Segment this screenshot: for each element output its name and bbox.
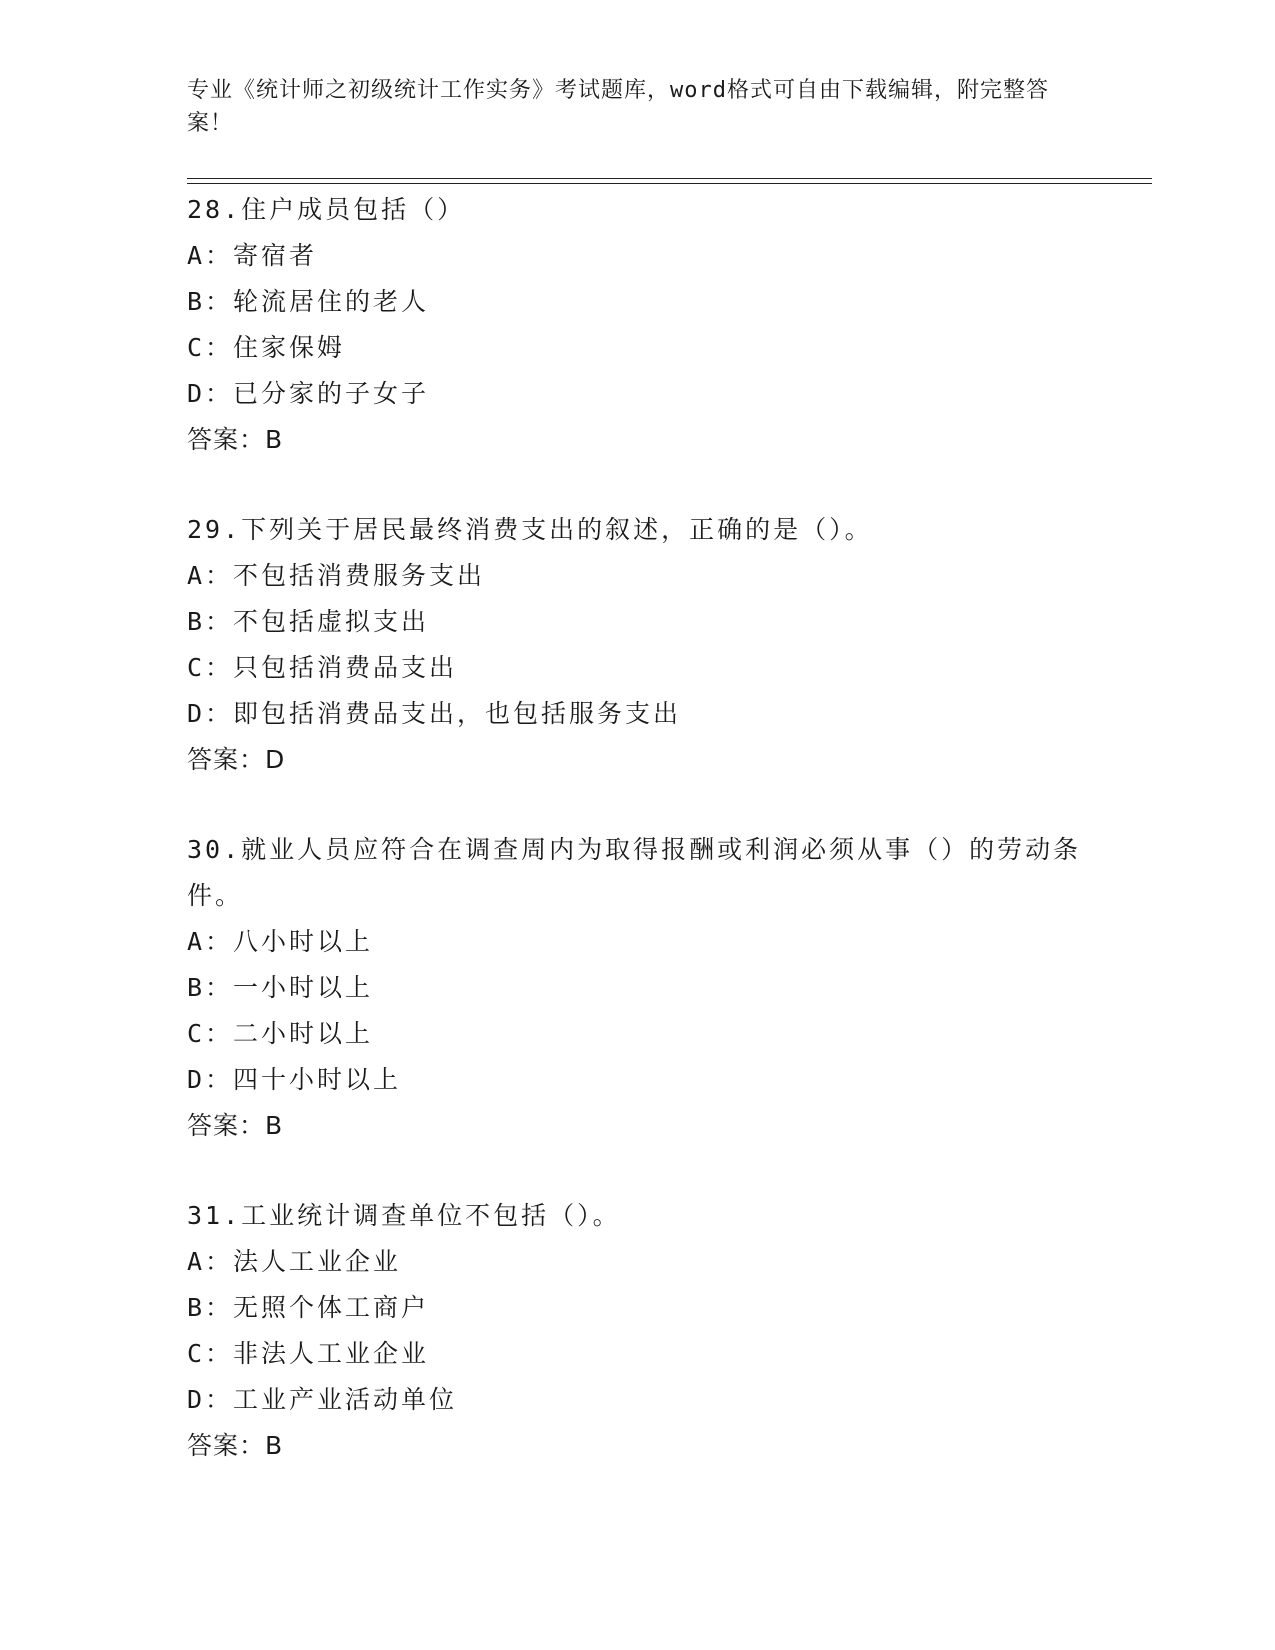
option-a: A：寄宿者 — [187, 241, 318, 270]
option-c: C：只包括消费品支出 — [187, 653, 458, 682]
option-c: C：住家保姆 — [187, 333, 346, 362]
question-stem: 28.住户成员包括（） — [187, 195, 466, 224]
header-divider-bottom — [187, 183, 1152, 184]
option-c: C：二小时以上 — [187, 1019, 374, 1048]
option-b: B：一小时以上 — [187, 973, 374, 1002]
question-stem: 30.就业人员应符合在调查周内为取得报酬或利润必须从事（）的劳动条件。 — [187, 835, 1082, 910]
option-d: D：即包括消费品支出，也包括服务支出 — [187, 699, 682, 728]
option-b: B：轮流居住的老人 — [187, 287, 430, 316]
question-stem: 29.下列关于居民最终消费支出的叙述，正确的是（）。 — [187, 515, 873, 544]
document-header: 专业《统计师之初级统计工作实务》考试题库，word格式可自由下载编辑，附完整答案！ — [187, 78, 1049, 136]
option-d: D：工业产业活动单位 — [187, 1385, 458, 1414]
question-30 — [187, 827, 1087, 1149]
option-d: D：已分家的子女子 — [187, 379, 430, 408]
answer-label: 答案：B — [187, 425, 284, 454]
option-b: B：不包括虚拟支出 — [187, 607, 430, 636]
option-a: A：八小时以上 — [187, 927, 374, 956]
option-b: B：无照个体工商户 — [187, 1293, 430, 1322]
option-c: C：非法人工业企业 — [187, 1339, 430, 1368]
option-a: A：不包括消费服务支出 — [187, 561, 486, 590]
answer-label: 答案：B — [187, 1431, 284, 1460]
question-29 — [187, 507, 1087, 783]
question-31 — [187, 1193, 1087, 1469]
header-divider-top — [187, 178, 1152, 179]
option-a: A：法人工业企业 — [187, 1247, 402, 1276]
question-28 — [187, 187, 1087, 463]
answer-label: 答案：B — [187, 1111, 284, 1140]
option-d: D：四十小时以上 — [187, 1065, 402, 1094]
question-stem: 31.工业统计调查单位不包括（）。 — [187, 1201, 621, 1230]
answer-label: 答案：D — [187, 745, 286, 774]
